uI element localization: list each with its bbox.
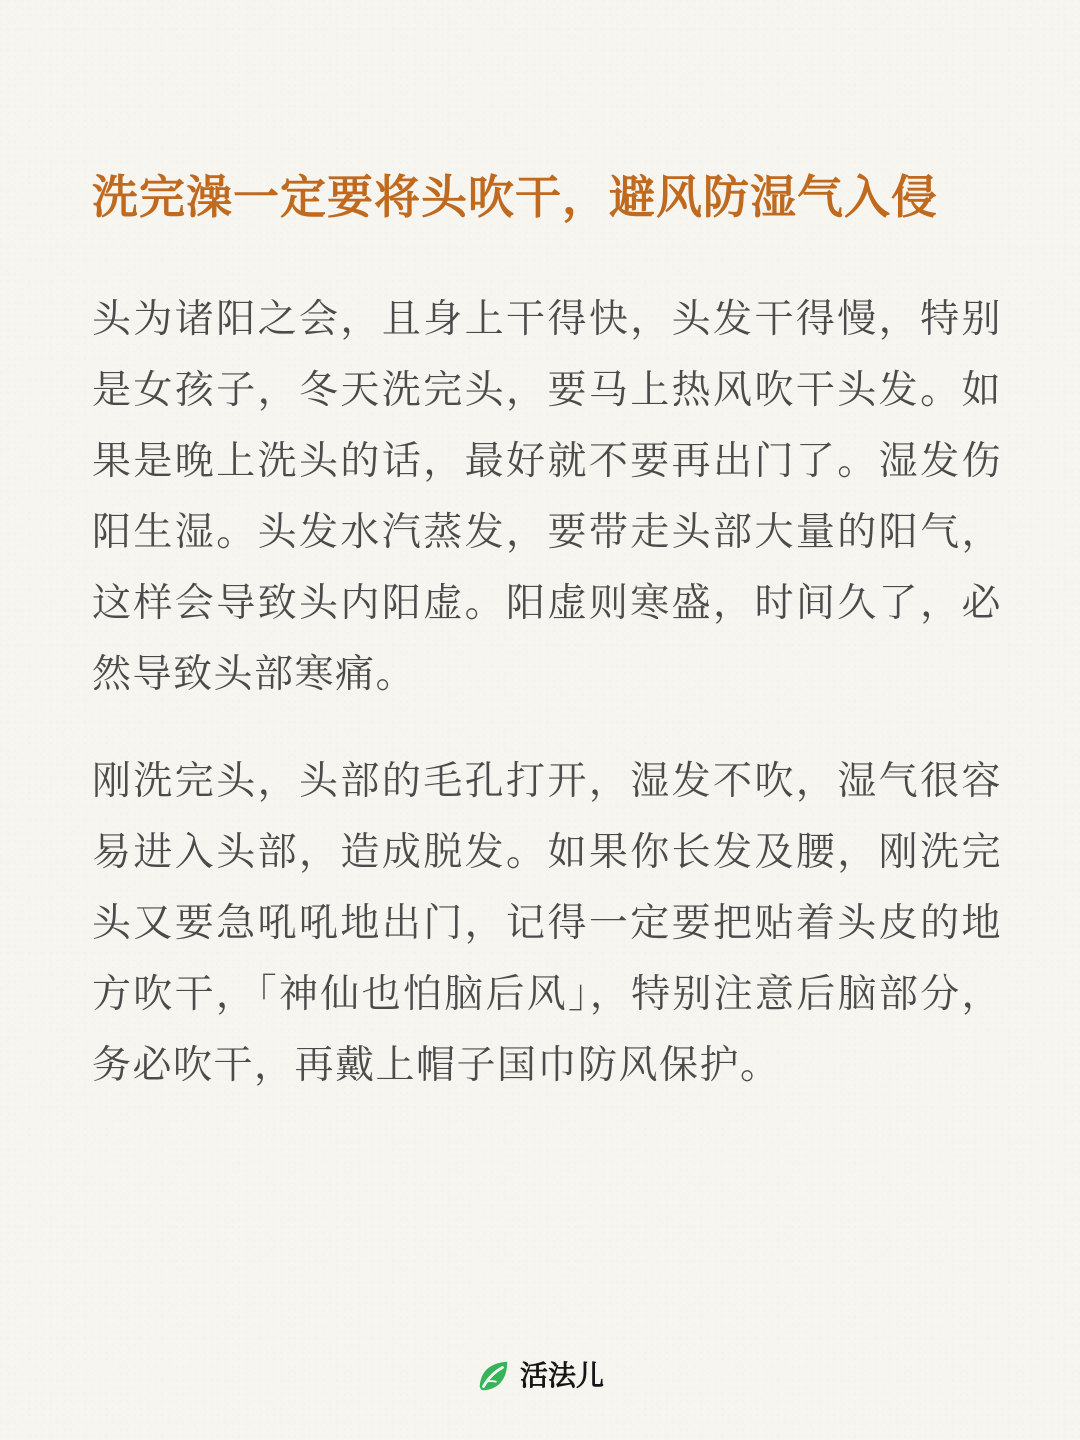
article-title: 洗完澡一定要将头吹干，避风防湿气入侵 [92, 170, 938, 224]
article-paragraph: 刚洗完头，头部的毛孔打开，湿发不吹，湿气很容易进入头部，造成脱发。如果你长发及腰，刚洗完头又要急吼吼地出门，记得一定要把贴着头皮的地方吹干，「神仙也怕脑后风」，特别注意后脑部分，务必吹干，再戴上帽子国巾防风保护。 [92, 759, 1002, 1088]
brand-name: 活法儿 [520, 1359, 605, 1392]
brand-watermark [474, 1357, 604, 1395]
article-paragraph: 头为诸阳之会，且身上干得快，头发干得慢，特别是女孩子，冬天洗完头，要马上热风吹干头发。如果是晚上洗头的话，最好就不要再出门了。湿发伤阳生湿。头发水汽蒸发，要带走头部大量的阳气，这样会导致头内阳虚。阳虚则寒盛，时间久了，必然导致头部寒痛。 [92, 297, 1002, 697]
leaf-icon [474, 1357, 512, 1395]
article-card [92, 158, 1002, 1101]
